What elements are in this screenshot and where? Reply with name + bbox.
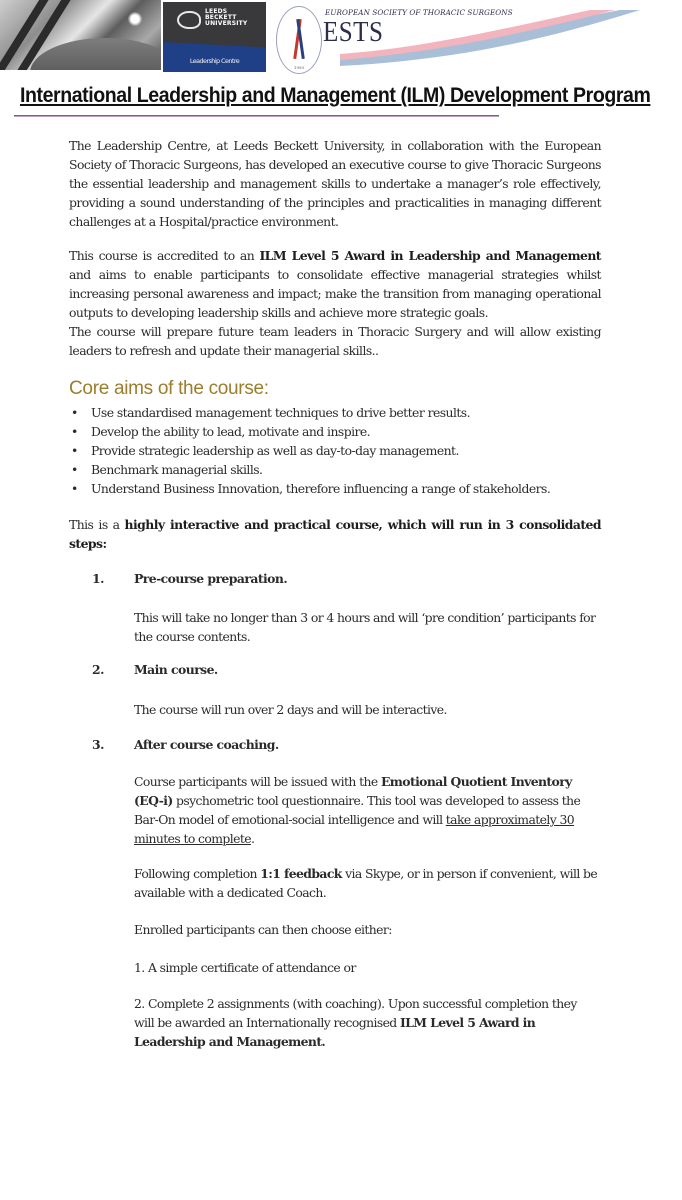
- option-2: [134, 994, 589, 1051]
- text: 2. Complete 2 assignments (with coaching). Upon successful completion they will be awarded an Internationally recognised: [134, 996, 577, 1030]
- step-description: The course will run over 2 days and will be interactive.: [134, 702, 447, 717]
- step-number: 3.: [92, 737, 104, 752]
- text: This is a: [69, 517, 125, 532]
- leeds-beckett-logo: [163, 2, 266, 72]
- lbu-name-line: BECKETT: [205, 14, 237, 21]
- step-title: Pre-course preparation.: [134, 571, 288, 586]
- ilm-award-bold: ILM Level 5 Award in Leadership and Management: [259, 248, 601, 263]
- list-item-text: Benchmark managerial skills.: [91, 462, 263, 477]
- core-aims-list: [69, 403, 609, 498]
- photo-sun: [128, 12, 142, 26]
- text: psychometric tool questionnaire. This tool was developed to assess the Bar-On model of emotional-social intelligence and will: [134, 793, 581, 827]
- list-item: [69, 422, 609, 441]
- step-number: 1.: [92, 571, 104, 586]
- lbu-name-line: LEEDS: [205, 8, 228, 15]
- list-item: [69, 403, 609, 422]
- bullet-icon: •: [71, 443, 78, 458]
- ests-society-name: EUROPEAN SOCIETY OF THORACIC SURGEONS: [325, 8, 513, 17]
- intro-paragraph: The Leadership Centre, at Leeds Beckett University, in collaboration with the European Society of Thoracic Surgeons, has developed an executive course to give Thoracic Surgeons the essential leadership and management skills to undertake a manager’s role effectively, providing a sound understanding of the principles and practicalities in managing different challenges at a Hospital/practice environment.: [69, 138, 601, 229]
- eq-i-paragraph: [134, 772, 596, 848]
- lbu-name-line: UNIVERSITY: [205, 20, 248, 27]
- text: Course participants will be issued with the: [134, 774, 381, 789]
- list-item: [69, 479, 609, 498]
- list-item: [69, 460, 609, 479]
- bullet-icon: •: [71, 462, 78, 477]
- choose-text: Enrolled participants can then choose either:: [134, 922, 392, 937]
- step-number: 2.: [92, 662, 104, 677]
- lbu-name: [205, 9, 263, 27]
- bullet-icon: •: [71, 481, 78, 496]
- lbu-crest-icon: [177, 11, 201, 29]
- step-description: This will take no longer than 3 or 4 hours and will ‘pre condition’ participants for the course contents.: [134, 610, 596, 644]
- steps-intro-bold: highly interactive and practical course, which will run in 3 consolidated steps:: [69, 517, 601, 551]
- list-item-text: Understand Business Innovation, therefore influencing a range of stakeholders.: [91, 481, 551, 496]
- bullet-icon: •: [71, 405, 78, 420]
- option-1: 1. A simple certificate of attendance or: [134, 960, 356, 975]
- ests-swoosh: [340, 8, 640, 68]
- page-title: International Leadership and Management (ILM) Development Program: [20, 84, 651, 107]
- list-item-text: Develop the ability to lead, motivate and inspire.: [91, 424, 371, 439]
- lbu-subtitle: Leadership Centre: [189, 57, 240, 65]
- steps-intro: [69, 515, 601, 553]
- duration-underlined: take approximately 30 minutes to complete: [134, 812, 575, 846]
- list-item-text: Provide strategic leadership as well as day-to-day management.: [91, 443, 459, 458]
- photo-glass-facade: [30, 38, 161, 70]
- feedback-bold: 1:1 feedback: [260, 866, 342, 881]
- eq-i-bold: Emotional Quotient Inventory (EQ-i): [134, 774, 572, 808]
- prepare-paragraph: The course will prepare future team leaders in Thoracic Surgery and will allow existing leaders to refresh and update their managerial skills..: [69, 324, 601, 358]
- ilm-award-bold: ILM Level 5 Award in Leadership and Management.: [134, 1015, 536, 1049]
- text: via Skype, or in person if convenient, will be available with a dedicated Coach.: [134, 866, 598, 900]
- ests-acronym: ESTS: [323, 17, 384, 49]
- list-item-text: Use standardised management techniques to drive better results.: [91, 405, 471, 420]
- text: This course is accredited to an: [69, 248, 260, 263]
- text: .: [250, 831, 255, 846]
- text: Following completion: [134, 866, 261, 881]
- step-title: After course coaching.: [134, 737, 279, 752]
- title-divider-shadow: [14, 116, 499, 117]
- bullet-icon: •: [71, 424, 78, 439]
- seal-year: 1993: [293, 65, 305, 70]
- building-photo: [0, 0, 161, 70]
- feedback-paragraph: [134, 864, 599, 902]
- list-item: [69, 441, 609, 460]
- text: and aims to enable participants to consolidate effective managerial strategies whilst increasing personal awareness and impact; make the transition from managing operational outputs to developing leadership skills and achieve more strategic goals.: [69, 267, 601, 320]
- accreditation-paragraph: [69, 246, 601, 322]
- header-banner: [0, 0, 682, 78]
- step-title: Main course.: [134, 662, 218, 677]
- ests-seal-logo: [276, 6, 322, 74]
- core-aims-heading: Core aims of the course:: [69, 378, 269, 399]
